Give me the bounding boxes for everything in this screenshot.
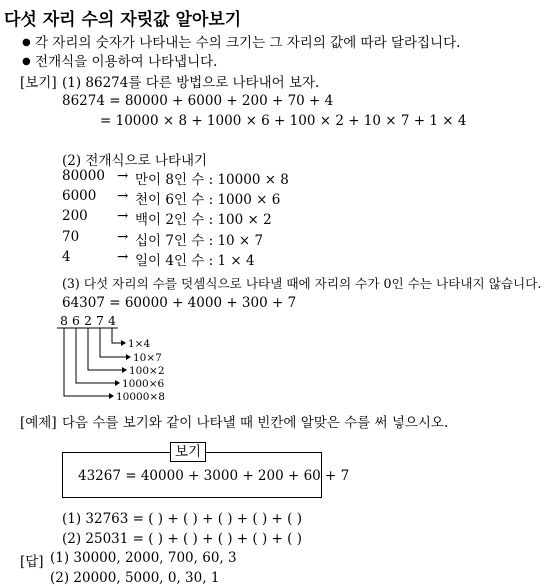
arrowhead-icon <box>115 380 120 386</box>
expansion-arrow: → <box>117 229 129 245</box>
arrowhead-icon <box>109 393 114 399</box>
expansion-arrow: → <box>117 188 129 204</box>
bullet-2-text: 전개식을 이용하여 나타냅니다. <box>35 54 218 70</box>
expansion-arrow: → <box>117 208 129 224</box>
exercise-q1: (1) 32763 = ( ) + ( ) + ( ) + ( ) + ( ) <box>62 511 302 527</box>
arrowhead-icon <box>121 340 126 346</box>
expansion-text: 십이 7인 수 : 10 × 7 <box>135 233 264 249</box>
expansion-text: 백이 2인 수 : 100 × 2 <box>135 212 272 228</box>
expansion-number: 200 <box>62 208 88 224</box>
example-tag: [보기] <box>20 75 57 91</box>
expansion-number: 80000 <box>62 168 105 184</box>
diagram-connector <box>64 328 109 396</box>
diagram-digit: 4 <box>108 313 116 328</box>
diagram-label: 10×7 <box>133 352 162 364</box>
expansion-arrow: → <box>117 168 129 184</box>
diagram-label: 1000×6 <box>122 378 165 390</box>
bullet-mark: ● <box>22 56 31 67</box>
diagram-connector <box>112 328 121 343</box>
expansion-text: 만이 8인 수 : 10000 × 8 <box>135 172 289 188</box>
diagram-digit: 2 <box>84 313 92 328</box>
exercise-q2: (2) 25031 = ( ) + ( ) + ( ) + ( ) + ( ) <box>62 531 302 547</box>
diagram-connector <box>88 328 122 370</box>
place-value-diagram <box>55 313 175 405</box>
expansion-number: 4 <box>62 249 71 265</box>
exercise-tag: [예제] <box>20 415 57 431</box>
expansion-text: 천이 6인 수 : 1000 × 6 <box>135 192 281 208</box>
answer-tag: [답] <box>20 554 44 570</box>
arrowhead-icon <box>126 354 131 360</box>
example-box-label: 보기 <box>170 442 206 462</box>
answer-1: (1) 30000, 2000, 700, 60, 3 <box>50 550 237 566</box>
bullet-mark: ● <box>22 37 31 48</box>
example-eq-line1: 86274 = 80000 + 6000 + 200 + 70 + 4 <box>62 93 334 109</box>
answer-2: (2) 20000, 5000, 0, 30, 1 <box>50 570 220 586</box>
diagram-label: 1×4 <box>128 338 151 350</box>
bullet-1 <box>22 31 460 51</box>
expansion-number: 70 <box>62 229 80 245</box>
arrowhead-icon <box>122 367 127 373</box>
diagram-digit: 6 <box>72 313 80 328</box>
example-part2-title: (2) 전개식으로 나타내기 <box>62 153 208 169</box>
example-part3-title: (3) 다섯 자리의 수를 덧셈식으로 나타낼 때에 자리의 수가 0인 수는 나타내지 않습니다. <box>62 276 542 291</box>
diagram-label: 10000×8 <box>116 391 165 403</box>
page-title: 다섯 자리 수의 자릿값 알아보기 <box>4 10 242 30</box>
exercise-instruction: 다음 수를 보기와 같이 나타낼 때 빈칸에 알맞은 수를 써 넣으시오. <box>62 415 449 431</box>
diagram-digit: 7 <box>96 313 104 328</box>
diagram-connector <box>76 328 115 383</box>
expansion-text: 일이 4인 수 : 1 × 4 <box>135 253 255 269</box>
diagram-digit: 8 <box>60 313 68 328</box>
bullet-1-text: 각 자리의 숫자가 나타내는 수의 크기는 그 자리의 값에 따라 달라집니다. <box>35 35 461 51</box>
example-part1-title: (1) 86274를 다른 방법으로 나타내어 보자. <box>62 75 320 91</box>
expansion-number: 6000 <box>62 188 97 204</box>
example-eq-line2: = 10000 × 8 + 1000 × 6 + 100 × 2 + 10 × 7 + 1 × 4 <box>100 113 467 129</box>
example-eq3: 64307 = 60000 + 4000 + 300 + 7 <box>62 295 297 311</box>
bullet-2 <box>22 50 217 70</box>
expansion-arrow: → <box>117 249 129 265</box>
example-box-equation: 43267 = 40000 + 3000 + 200 + 60 + 7 <box>78 468 350 484</box>
diagram-label: 100×2 <box>129 365 165 377</box>
